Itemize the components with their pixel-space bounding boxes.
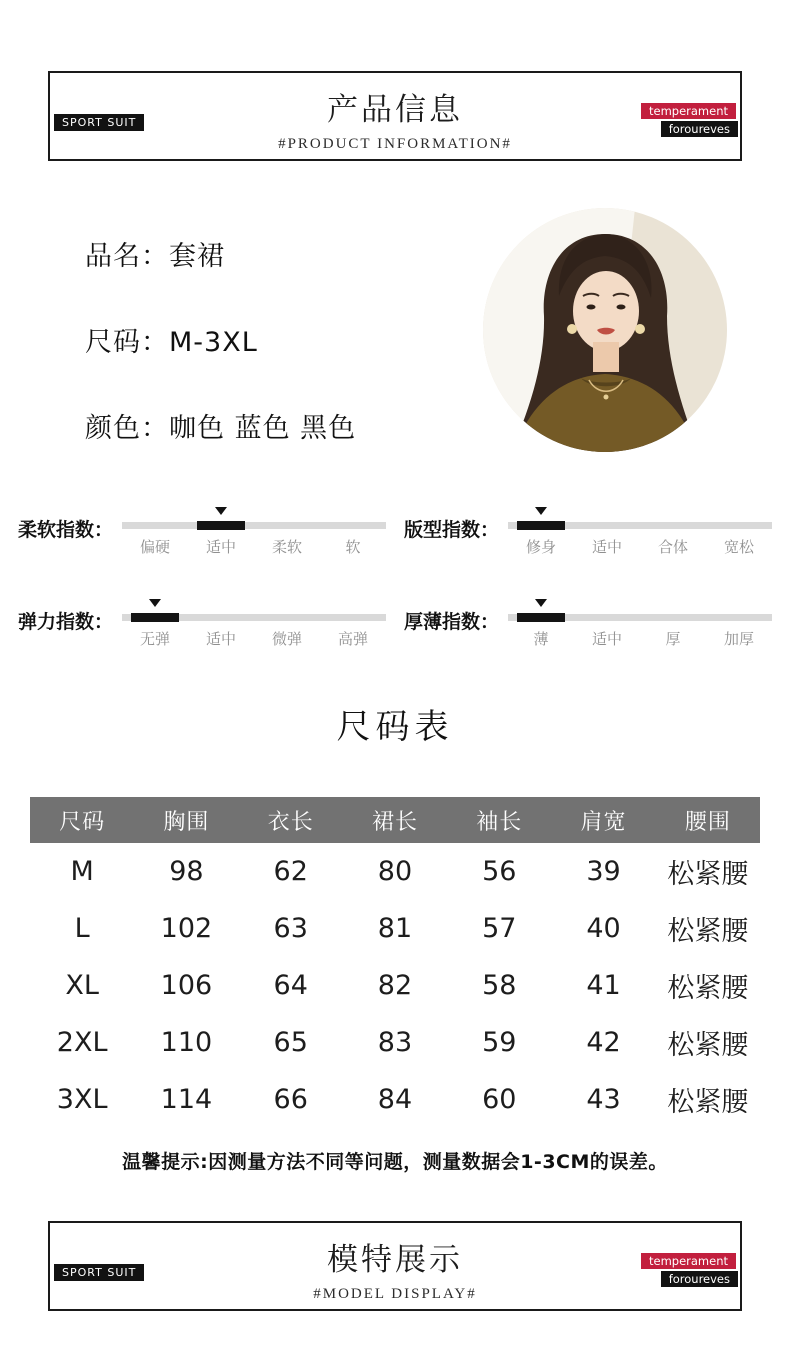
- temperament-tag: temperament: [641, 103, 736, 119]
- slider-track: [508, 614, 772, 621]
- table-cell: 58: [482, 970, 517, 1001]
- table-cell: 65: [273, 1027, 308, 1058]
- slider-option: 高弹: [337, 630, 368, 648]
- table-cell: 84: [377, 1084, 413, 1115]
- table-cell: 56: [482, 856, 517, 887]
- slider-option: 柔软: [271, 538, 302, 556]
- header-cell: 胸围: [134, 797, 238, 843]
- table-row: [30, 900, 760, 957]
- table-cell: 81: [377, 913, 413, 944]
- slider-option: 加厚: [723, 630, 754, 648]
- field-label: 品名：: [85, 241, 169, 272]
- temperament-tag: temperament: [641, 1253, 736, 1269]
- table-cell: 106: [160, 970, 213, 1001]
- slider-track: [508, 522, 772, 529]
- softness-index: [18, 505, 390, 567]
- slider-option: 适中: [205, 538, 236, 556]
- slider-option: 偏硬: [139, 538, 170, 556]
- size-range-field: [85, 320, 356, 359]
- slider-fill: [197, 521, 245, 530]
- slider-fill: [517, 613, 565, 622]
- slider-option: 厚: [665, 630, 681, 648]
- thickness-index: [404, 597, 776, 659]
- banner-subtitle: #PRODUCT INFORMATION#: [278, 136, 512, 152]
- header-cell: 裙长: [343, 797, 447, 843]
- brand-tag: foroureves: [661, 121, 738, 137]
- slider-option: 软: [345, 538, 361, 556]
- slider-track: [122, 522, 386, 529]
- field-value: M-3XL: [169, 327, 258, 358]
- table-cell: 83: [377, 1027, 413, 1058]
- index-label: 版型指数：: [404, 520, 500, 541]
- slider-option: 宽松: [723, 538, 754, 556]
- slider-option-labels: [122, 536, 386, 557]
- table-cell: 42: [586, 1027, 621, 1058]
- product-info-banner: [48, 71, 742, 161]
- slider-marker-icon: [149, 599, 161, 607]
- slider-option: 无弹: [139, 630, 170, 648]
- brand-tag: foroureves: [661, 1271, 738, 1287]
- table-cell: 39: [586, 856, 621, 887]
- slider-option: 薄: [533, 630, 549, 648]
- table-cell: 松紧腰: [667, 859, 749, 890]
- table-cell: 松紧腰: [667, 916, 749, 947]
- table-cell: 57: [482, 913, 517, 944]
- table-cell: 63: [273, 913, 308, 944]
- size-chart-table: [30, 797, 760, 1128]
- table-cell: 松紧腰: [667, 1087, 749, 1118]
- slider-option-labels: [508, 628, 772, 649]
- table-cell: 40: [586, 913, 621, 944]
- measurement-note: 温馨提示:因测量方法不同等问题，测量数据会1-3CM的误差。: [122, 1151, 668, 1173]
- model-photo: [483, 208, 727, 452]
- index-label: 柔软指数：: [18, 520, 114, 541]
- index-sliders: [0, 505, 790, 659]
- table-cell: 66: [273, 1084, 308, 1115]
- table-cell: 82: [377, 970, 413, 1001]
- index-slider: [508, 597, 772, 659]
- field-value: 咖色 蓝色 黑色: [169, 413, 357, 444]
- sport-suit-tag: SPORT SUIT: [54, 1264, 144, 1281]
- table-cell: 102: [160, 913, 213, 944]
- index-label: 厚薄指数：: [404, 612, 500, 633]
- table-cell: 60: [482, 1084, 517, 1115]
- table-cell: 64: [273, 970, 308, 1001]
- index-slider: [122, 505, 386, 567]
- slider-marker-icon: [215, 507, 227, 515]
- table-cell: 43: [586, 1084, 621, 1115]
- model-photo-illustration: [483, 208, 727, 452]
- table-row: [30, 1014, 760, 1071]
- header-cell: 袖长: [447, 797, 551, 843]
- slider-fill: [131, 613, 179, 622]
- slider-option: 微弹: [271, 630, 302, 648]
- size-chart-title: 尺码表: [336, 709, 454, 746]
- fit-index: [404, 505, 776, 567]
- slider-track: [122, 614, 386, 621]
- table-cell: 98: [169, 856, 204, 887]
- table-cell: 59: [482, 1027, 517, 1058]
- index-label: 弹力指数：: [18, 612, 114, 633]
- slider-option: 适中: [591, 630, 622, 648]
- table-cell: 2XL: [56, 1027, 108, 1058]
- banner-title: 模特展示: [327, 1242, 463, 1278]
- banner-title: 产品信息: [327, 92, 463, 128]
- table-cell: L: [74, 913, 90, 944]
- header-cell: 腰围: [656, 797, 760, 843]
- table-cell: 114: [160, 1084, 213, 1115]
- header-cell: 衣长: [239, 797, 343, 843]
- slider-marker-icon: [535, 507, 547, 515]
- sport-suit-tag: SPORT SUIT: [54, 114, 144, 131]
- slider-option: 修身: [525, 538, 556, 556]
- color-field: [85, 406, 356, 445]
- table-cell: 松紧腰: [667, 973, 749, 1004]
- field-value: 套裙: [169, 241, 225, 272]
- banner-subtitle: #MODEL DISPLAY#: [313, 1286, 477, 1302]
- field-label: 尺码：: [85, 327, 169, 358]
- product-name-field: [85, 234, 356, 273]
- table-cell: XL: [65, 970, 99, 1001]
- field-label: 颜色：: [85, 413, 169, 444]
- elasticity-index: [18, 597, 390, 659]
- slider-option: 合体: [657, 538, 688, 556]
- header-cell: 尺码: [30, 797, 134, 843]
- table-header-row: [30, 797, 760, 843]
- table-cell: 松紧腰: [667, 1030, 749, 1061]
- table-cell: 62: [273, 856, 308, 887]
- table-cell: 3XL: [56, 1084, 108, 1115]
- model-display-banner: [48, 1221, 742, 1311]
- slider-option: 适中: [591, 538, 622, 556]
- header-cell: 肩宽: [551, 797, 655, 843]
- product-fields: [85, 234, 356, 445]
- slider-option: 适中: [205, 630, 236, 648]
- slider-option-labels: [122, 628, 386, 649]
- slider-marker-icon: [535, 599, 547, 607]
- table-row: [30, 843, 760, 900]
- index-slider: [122, 597, 386, 659]
- table-cell: 110: [160, 1027, 213, 1058]
- table-row: [30, 1071, 760, 1128]
- table-row: [30, 957, 760, 1014]
- slider-fill: [517, 521, 565, 530]
- slider-option-labels: [508, 536, 772, 557]
- table-cell: 80: [377, 856, 413, 887]
- table-cell: 41: [586, 970, 621, 1001]
- table-cell: M: [70, 856, 94, 887]
- index-slider: [508, 505, 772, 567]
